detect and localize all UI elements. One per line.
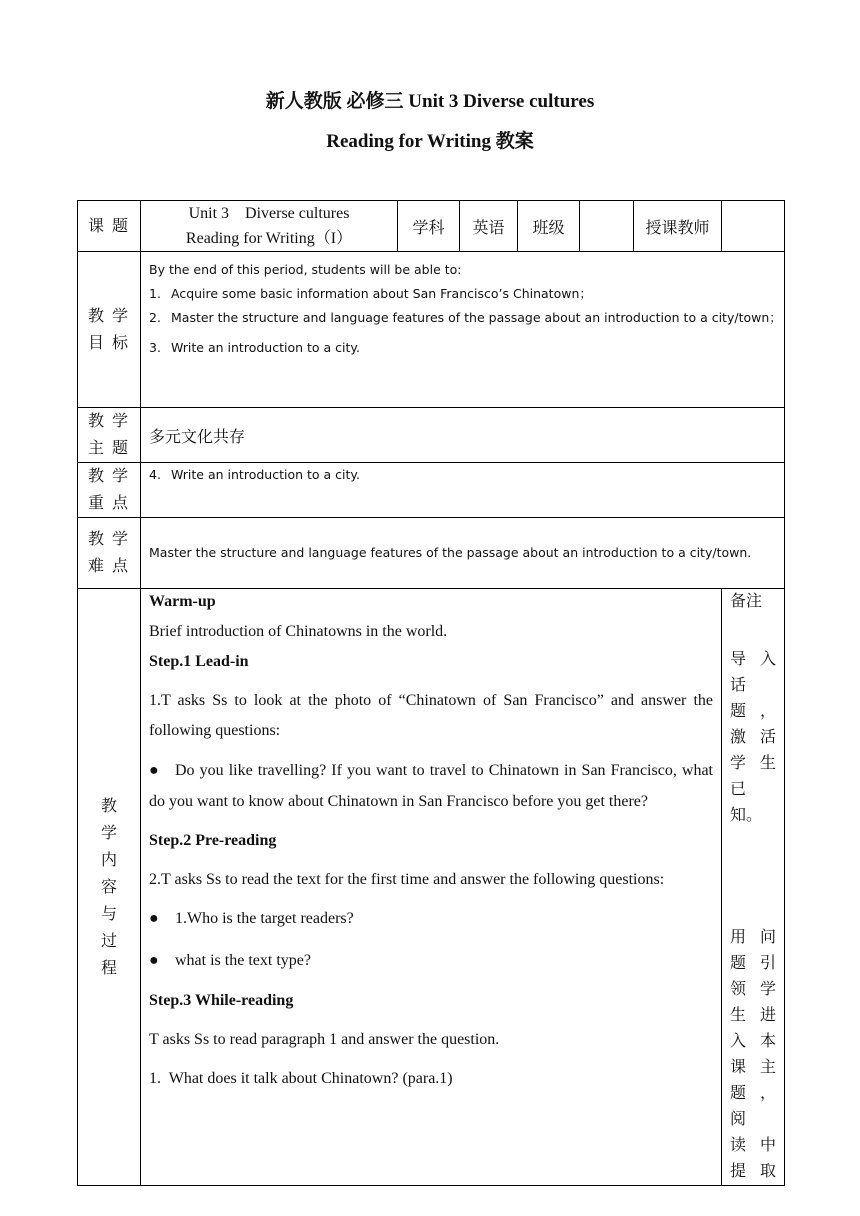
key-points-label-line1: 教 学 (87, 468, 130, 485)
objective-number: 3. (149, 340, 161, 355)
course-title-cell (141, 201, 398, 252)
step2-text: 2.T asks Ss to read the text for the first time and answer the following questions: (149, 871, 665, 888)
key-points-row (78, 463, 785, 518)
step1-question-item (149, 755, 713, 817)
process-label-char: 内 (100, 851, 117, 869)
note-line: 读中 (730, 1137, 776, 1154)
difficulties-text: Master the structure and language features of the passage about an introduction to a city/town. (141, 518, 785, 589)
step2-question-1: 1.Who is the target readers? (175, 910, 354, 927)
info-row (78, 201, 785, 252)
difficulties-label-line2: 难 点 (87, 558, 130, 575)
process-content (141, 589, 722, 1186)
objectives-label-line1: 教 学 (87, 307, 130, 325)
objective-item (149, 336, 784, 360)
key-point-text: Write an introduction to a city. (171, 467, 360, 482)
objective-text: Master the structure and language features of the passage about an introduction to a city/town； (171, 310, 782, 325)
subject-value: 英语 (460, 201, 518, 252)
objective-number: 2. (149, 310, 161, 325)
theme-row (78, 408, 785, 463)
difficulties-row (78, 518, 785, 589)
document-title: 新人教版 必修三 Unit 3 Diverse cultures (265, 91, 595, 112)
class-value (580, 201, 634, 252)
note-line: 提取 (730, 1163, 776, 1180)
difficulties-label-line1: 教 学 (87, 531, 130, 548)
course-label: 课 题 (78, 201, 141, 252)
process-label-char: 学 (100, 824, 117, 842)
course-title-line1: Unit 3 Diverse cultures (188, 205, 350, 222)
bullet-icon: ● (149, 762, 159, 779)
objectives-label (78, 252, 141, 408)
step3-question-1: 1. What does it talk about Chinatown? (para.1) (149, 1070, 453, 1087)
document-subtitle: Reading for Writing 教案 (326, 131, 534, 152)
bullet-icon: ● (149, 910, 159, 927)
theme-label-line1: 教 学 (87, 413, 130, 430)
step3-text: T asks Ss to read paragraph 1 and answer the question. (149, 1031, 500, 1048)
objective-number: 1. (149, 286, 161, 301)
teacher-value (722, 201, 785, 252)
step3-heading: Step.3 While-reading (149, 992, 294, 1009)
step1-question: Do you like travelling? If you want to travel to Chinatown in San Francisco, what do you want to know about Chinatown in San Francisco before you get there? (149, 762, 713, 810)
objective-item (149, 306, 784, 330)
objectives-label-line2: 目 标 (87, 334, 130, 352)
note-line: 课主 (730, 1059, 776, 1076)
step2-question-item (149, 946, 713, 976)
note-line: 学生 (730, 755, 776, 772)
step1-text: 1.T asks Ss to look at the photo of “Chinatown of San Francisco” and answer the following questions: (149, 692, 713, 739)
key-points-label-line2: 重 点 (87, 495, 130, 512)
note-line: 生进 (730, 1007, 776, 1024)
notes-title: 备注 (730, 593, 763, 610)
process-row (78, 589, 785, 1186)
note-line: 题，阅 (730, 1085, 776, 1128)
theme-label (78, 408, 141, 463)
note-line: 激活 (730, 729, 776, 746)
warmup-text: Brief introduction of Chinatowns in the world. (149, 623, 448, 640)
note-line: 用问 (730, 929, 776, 946)
key-points-content (141, 463, 785, 518)
process-label-char: 容 (100, 878, 117, 896)
key-points-label (78, 463, 141, 518)
theme-value: 多元文化共存 (141, 408, 785, 463)
course-title-line2: Reading for Writing（I） (185, 230, 353, 247)
objective-item (149, 282, 784, 306)
objective-text: Write an introduction to a city. (171, 340, 360, 355)
difficulties-label (78, 518, 141, 589)
process-label-char: 过 (100, 932, 117, 950)
objectives-content (141, 252, 785, 408)
process-label-char: 程 (100, 959, 117, 977)
bullet-icon: ● (149, 952, 159, 969)
objectives-intro: By the end of this period, students will be able to: (149, 262, 462, 277)
teacher-label: 授课教师 (634, 201, 722, 252)
step2-question-item (149, 904, 713, 934)
key-point-number: 4. (149, 467, 161, 482)
warmup-heading: Warm-up (149, 593, 216, 610)
note-line: 导入 (730, 651, 776, 668)
note-line: 题引 (730, 955, 776, 972)
step1-heading: Step.1 Lead-in (149, 653, 249, 670)
theme-label-line2: 主 题 (87, 440, 130, 457)
process-label-char: 与 (100, 905, 117, 923)
objective-text: Acquire some basic information about San Francisco’s Chinatown； (171, 286, 592, 301)
class-label: 班级 (518, 201, 580, 252)
note-line: 领学 (730, 981, 776, 998)
objectives-row (78, 252, 785, 408)
note-line: 已知。 (730, 781, 763, 824)
subject-label: 学科 (398, 201, 460, 252)
step2-heading: Step.2 Pre-reading (149, 832, 277, 849)
note-line: 入本 (730, 1033, 776, 1050)
lesson-plan-table (77, 200, 785, 1186)
process-label (78, 589, 141, 1186)
key-point-item (149, 463, 784, 487)
process-label-char: 教 (100, 797, 117, 815)
notes-column (722, 589, 785, 1186)
step2-question-2: what is the text type? (175, 952, 311, 969)
note-line: 话题， (730, 677, 776, 720)
